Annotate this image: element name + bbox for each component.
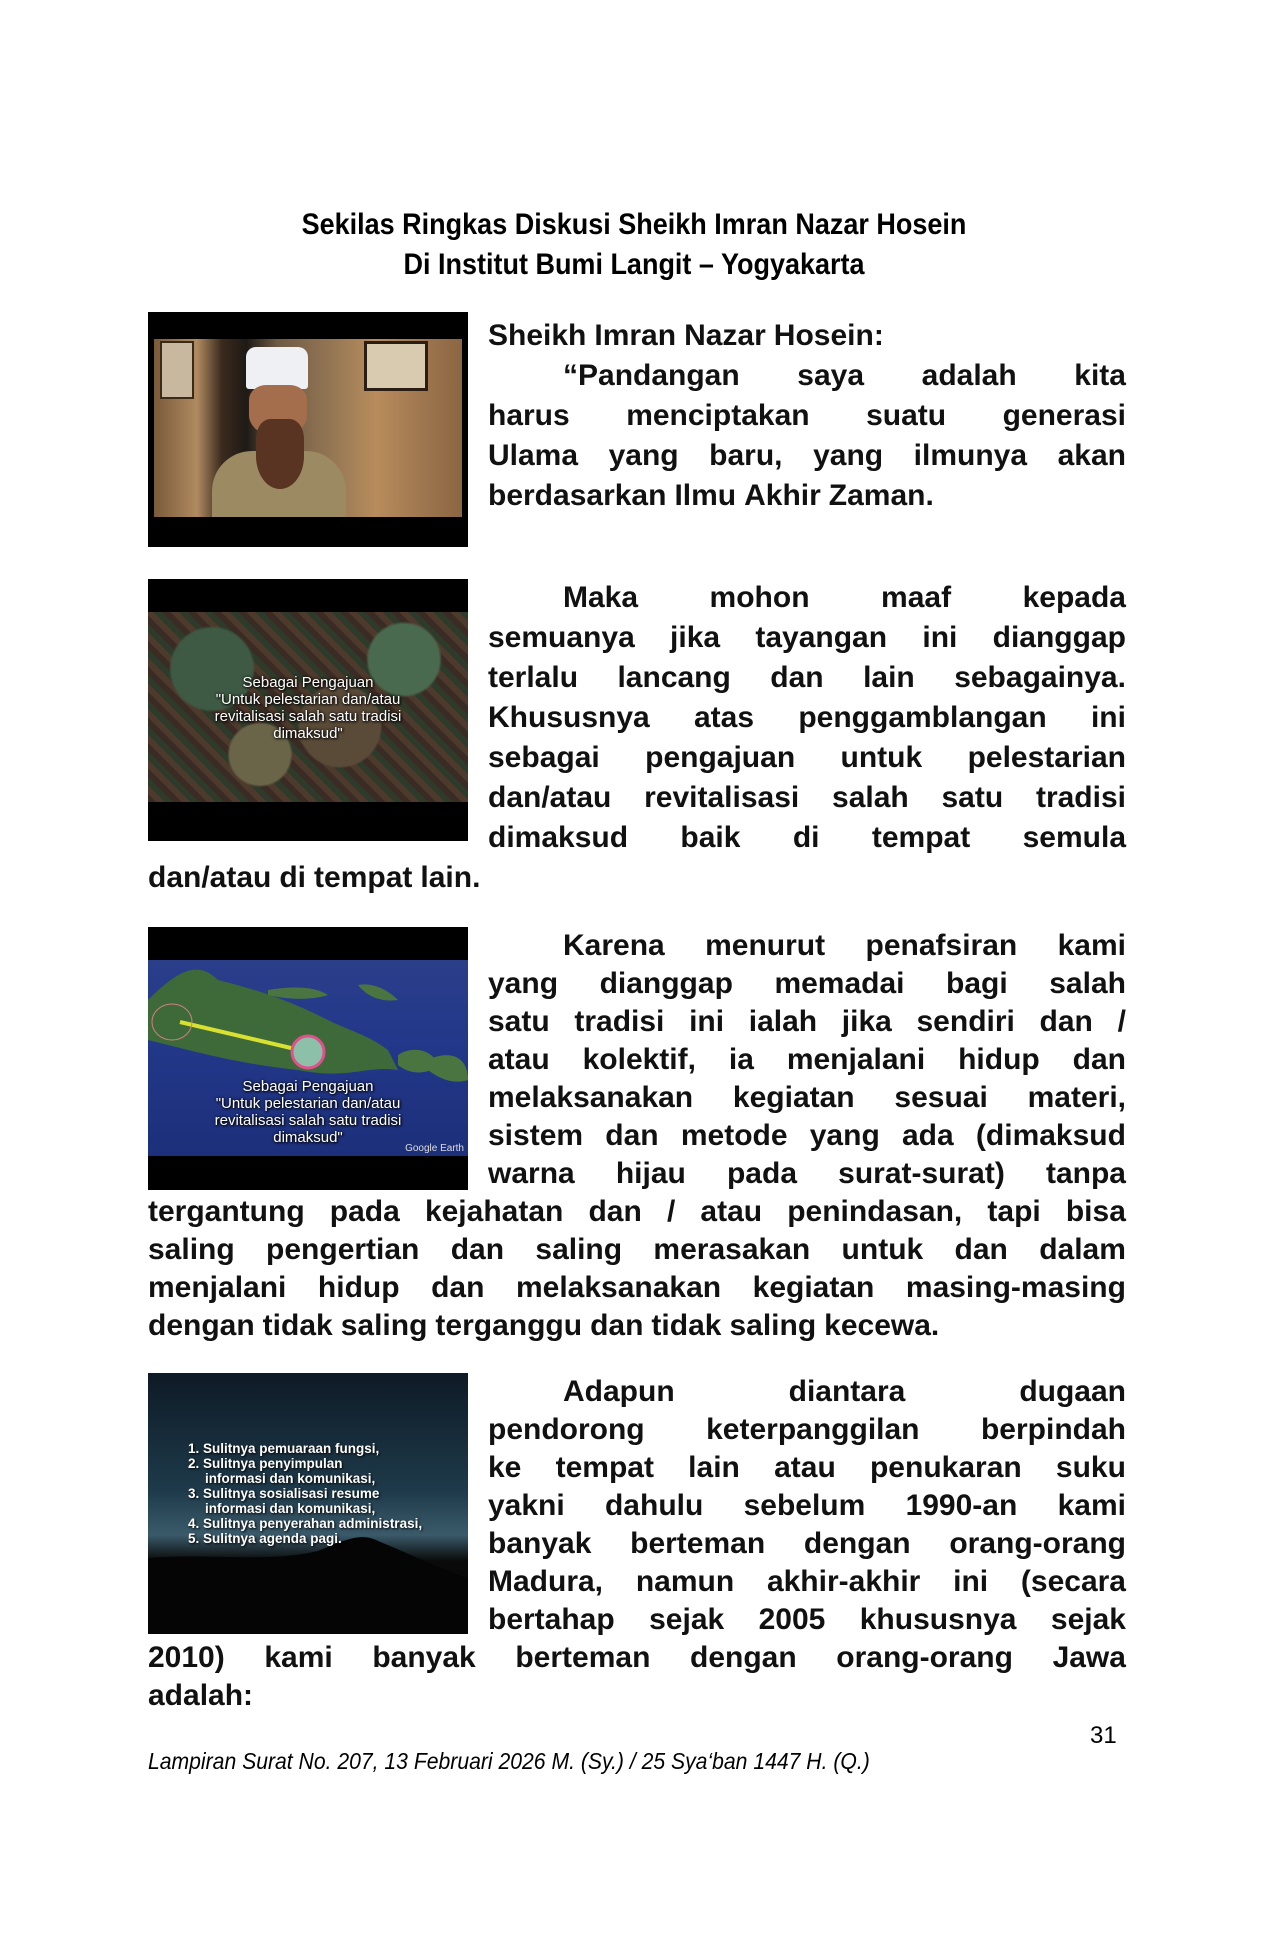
- word: dan: [588, 1195, 642, 1228]
- word: dan: [450, 1233, 505, 1266]
- word: untuk: [841, 1233, 924, 1266]
- word: yang: [809, 1119, 880, 1152]
- word: dianggap: [992, 621, 1126, 654]
- word: berteman: [515, 1641, 651, 1674]
- paragraph-3-line: [148, 1270, 1126, 1306]
- word: maaf: [881, 581, 952, 614]
- word: tidak: [651, 1309, 722, 1342]
- word: kami: [1057, 1489, 1126, 1522]
- paragraph-1-line: [563, 358, 1126, 394]
- word: generasi: [1002, 399, 1126, 432]
- word: satu: [941, 781, 1004, 814]
- paragraph-3-line: [488, 1042, 1126, 1078]
- word: saya: [797, 359, 865, 392]
- paragraph-4-line: [488, 1526, 1126, 1562]
- word: bagi: [946, 967, 1008, 1000]
- word: yakni: [488, 1489, 565, 1522]
- paragraph-4-line: [488, 1488, 1126, 1524]
- word: suku: [1055, 1451, 1126, 1484]
- word: terlalu: [488, 661, 579, 694]
- word: dengan: [803, 1527, 911, 1560]
- word: ia: [728, 1043, 754, 1076]
- aerial-caption-line-2: "Untuk pelestarian dan/atau: [215, 691, 401, 708]
- word: hidup: [317, 1271, 400, 1304]
- paragraph-2-line: [488, 740, 1126, 776]
- list-item: 2. Sulitnya penyimpulan: [188, 1456, 343, 1471]
- word: tidak: [262, 1309, 333, 1342]
- word: saling: [148, 1233, 235, 1266]
- word: sendiri: [916, 1005, 1015, 1038]
- word: berpindah: [980, 1413, 1126, 1446]
- difficulties-list: [188, 1441, 422, 1546]
- word: ilmunya: [913, 439, 1028, 472]
- word: bisa: [1065, 1195, 1126, 1228]
- word: merasakan: [653, 1233, 811, 1266]
- word: baik: [680, 821, 741, 854]
- paragraph-4-line: [488, 1412, 1126, 1448]
- word: sebelum: [743, 1489, 866, 1522]
- word: Nazar: [684, 319, 766, 352]
- paragraph-3-line: [148, 1194, 1126, 1230]
- word: hidup: [958, 1043, 1040, 1076]
- word: menjalani: [148, 1271, 287, 1304]
- word: dengan: [690, 1641, 797, 1674]
- wall-frame-left: [160, 341, 194, 399]
- word: terganggu: [435, 1309, 583, 1342]
- word: ini: [953, 1565, 989, 1598]
- word: kecewa.: [824, 1309, 940, 1342]
- word: tayangan: [755, 621, 888, 654]
- word: tradisi: [1035, 781, 1126, 814]
- paragraph-3-line: [488, 1004, 1126, 1040]
- word: atau: [488, 1043, 550, 1076]
- word: keterpanggilan: [706, 1413, 920, 1446]
- paragraph-2-line: [563, 580, 1126, 616]
- word: hijau: [615, 1157, 686, 1190]
- paragraph-2-line: [148, 860, 528, 896]
- list-item: 1. Sulitnya pemuaraan fungsi,: [188, 1441, 380, 1456]
- word: akhir-akhir: [766, 1565, 921, 1598]
- word: dan: [605, 1119, 659, 1152]
- word: (dimaksud: [975, 1119, 1126, 1152]
- word: menurut: [705, 929, 826, 962]
- word: kami: [264, 1641, 333, 1674]
- word: sejak: [1050, 1603, 1126, 1636]
- paragraph-1-line: [488, 398, 1126, 434]
- aerial-village-image: [148, 579, 468, 841]
- paragraph-2-line: [488, 700, 1126, 736]
- word: Adapun: [563, 1375, 675, 1408]
- word: dianggap: [599, 967, 733, 1000]
- aerial-caption-line-3: revitalisasi salah satu tradisi: [214, 708, 402, 725]
- sheikh-portrait-image: [148, 312, 468, 547]
- word: kita: [1074, 359, 1126, 392]
- word: /: [666, 1195, 676, 1228]
- word: adalah:: [148, 1679, 254, 1712]
- paragraph-1-line: [488, 318, 932, 354]
- paragraph-3-line: [148, 1308, 1048, 1344]
- word: penukaran: [869, 1451, 1022, 1484]
- word: mohon: [709, 581, 810, 614]
- word: tanpa: [1045, 1157, 1126, 1190]
- word: Ulama: [488, 439, 579, 472]
- word: penafsiran: [865, 929, 1018, 962]
- word: 2010): [148, 1641, 225, 1674]
- word: kepada: [1022, 581, 1126, 614]
- word: banyak: [372, 1641, 476, 1674]
- madura-island: [268, 988, 328, 999]
- word: dan/atau: [148, 861, 272, 894]
- wall-frame-right: [364, 341, 428, 391]
- word: sebagai: [488, 741, 600, 774]
- word: melaksanakan: [515, 1271, 722, 1304]
- word: lain: [863, 661, 915, 694]
- word: Ilmu: [674, 479, 737, 512]
- small-island: [358, 984, 398, 1000]
- word: Akhir: [744, 479, 821, 512]
- map-caption-line-3: revitalisasi salah satu tradisi: [214, 1112, 402, 1129]
- word: sesuai: [894, 1081, 988, 1114]
- word: satu: [488, 1005, 550, 1038]
- word: pada: [726, 1157, 798, 1190]
- paragraph-3-line: [488, 1156, 1126, 1192]
- word: penindasan,: [787, 1195, 963, 1228]
- word: khususnya: [859, 1603, 1017, 1636]
- list-item: informasi dan komunikasi,: [205, 1471, 376, 1486]
- kufi-cap: [246, 347, 308, 389]
- word: tempat: [555, 1451, 654, 1484]
- word: revitalisasi: [644, 781, 800, 814]
- word: menjalani: [786, 1043, 926, 1076]
- word: saling: [340, 1309, 428, 1342]
- word: atau: [700, 1195, 763, 1228]
- paragraph-3-line: [563, 928, 1126, 964]
- word: memadai: [774, 967, 905, 1000]
- word: pelestarian: [967, 741, 1126, 774]
- word: dalam: [1039, 1233, 1126, 1266]
- word: penggamblangan: [798, 701, 1047, 734]
- word: semula: [1022, 821, 1126, 854]
- paragraph-2-line: [488, 660, 1126, 696]
- word: dengan: [148, 1309, 255, 1342]
- word: berdasarkan: [488, 479, 667, 512]
- word: 1990-an: [905, 1489, 1018, 1522]
- word: ini: [922, 621, 958, 654]
- word: lain: [688, 1451, 740, 1484]
- word: dahulu: [604, 1489, 704, 1522]
- word: berteman: [630, 1527, 766, 1560]
- aerial-caption-line-1: Sebagai Pengajuan: [242, 674, 374, 691]
- word: sejak: [649, 1603, 725, 1636]
- word: Maka: [563, 581, 639, 614]
- word: akan: [1057, 439, 1126, 472]
- paragraph-2-line: [488, 780, 1126, 816]
- paragraph-1-line: [488, 438, 1126, 474]
- word: warna: [488, 1157, 575, 1190]
- word: dan: [1072, 1043, 1126, 1076]
- word: Madura,: [488, 1565, 604, 1598]
- word: untuk: [840, 741, 923, 774]
- word: dimaksud: [488, 821, 629, 854]
- word: jika: [841, 1005, 892, 1038]
- word: harus: [488, 399, 570, 432]
- list-item: 5. Sulitnya agenda pagi.: [188, 1531, 342, 1546]
- word: menciptakan: [626, 399, 810, 432]
- google-earth-watermark: Google Earth: [405, 1143, 464, 1154]
- footer-reference: Lampiran Surat No. 207, 13 Februari 2026 M. (Sy.) / 25 Sya‘ban 1447 H. (Q.): [148, 1748, 870, 1774]
- word: 2005: [758, 1603, 826, 1636]
- word: dugaan: [1019, 1375, 1126, 1408]
- paragraph-3-line: [488, 1118, 1126, 1154]
- paragraph-2-line: [488, 620, 1126, 656]
- word: pendorong: [488, 1413, 645, 1446]
- night-sky-image: [148, 1373, 468, 1634]
- word: ialah: [748, 1005, 818, 1038]
- word: orang-orang: [949, 1527, 1126, 1560]
- word: kolektif,: [582, 1043, 696, 1076]
- word: saling: [729, 1309, 817, 1342]
- paragraph-4-line: [563, 1374, 1126, 1410]
- list-item: informasi dan komunikasi,: [205, 1501, 376, 1516]
- map-caption-line-2: "Untuk pelestarian dan/atau: [215, 1095, 401, 1112]
- word: Karena: [563, 929, 665, 962]
- word: namun: [635, 1565, 735, 1598]
- paragraph-4-line: [488, 1450, 1126, 1486]
- word: lancang: [617, 661, 731, 694]
- word: saling: [535, 1233, 623, 1266]
- word: Khususnya: [488, 701, 650, 734]
- word: di: [279, 861, 307, 894]
- word: dan: [590, 1309, 644, 1342]
- word: baru,: [709, 439, 783, 472]
- word: semuanya: [488, 621, 635, 654]
- word: atau: [774, 1451, 836, 1484]
- word: atas: [694, 701, 755, 734]
- word: salah: [832, 781, 909, 814]
- word: adalah: [921, 359, 1017, 392]
- paragraph-4-line: [148, 1678, 348, 1714]
- map-caption-line-1: Sebagai Pengajuan: [242, 1078, 374, 1095]
- word: surat-surat): [838, 1157, 1005, 1190]
- word: yang: [813, 439, 884, 472]
- word: kejahatan: [424, 1195, 564, 1228]
- word: Sheikh: [488, 319, 587, 352]
- word: metode: [680, 1119, 788, 1152]
- paragraph-4-line: [488, 1564, 1126, 1600]
- paragraph-3-line: [488, 966, 1126, 1002]
- word: “Pandangan: [563, 359, 740, 392]
- paragraph-1-line: [488, 478, 988, 514]
- word: melaksanakan: [488, 1081, 694, 1114]
- word: bertahap: [488, 1603, 615, 1636]
- word: tempat: [871, 821, 971, 854]
- word: (secara: [1020, 1565, 1126, 1598]
- page-number: 31: [1090, 1722, 1117, 1749]
- word: dan: [431, 1271, 485, 1304]
- word: sistem: [488, 1119, 584, 1152]
- destination-marker: [292, 1036, 324, 1068]
- paragraph-3-line: [148, 1232, 1126, 1268]
- word: Imran: [594, 319, 677, 352]
- word: pada: [329, 1195, 400, 1228]
- word: yang: [608, 439, 679, 472]
- word: ini: [689, 1005, 725, 1038]
- word: Zaman.: [828, 479, 934, 512]
- word: tapi: [987, 1195, 1041, 1228]
- word: banyak: [488, 1527, 592, 1560]
- paragraph-4-line: [148, 1640, 1126, 1676]
- word: masing-masing: [905, 1271, 1126, 1304]
- word: dan: [1039, 1005, 1093, 1038]
- word: Hosein:: [773, 319, 884, 352]
- paragraph-2-line: [488, 820, 1126, 856]
- word: diantara: [788, 1375, 906, 1408]
- word: yang: [488, 967, 559, 1000]
- word: tempat: [314, 861, 413, 894]
- list-item: 4. Sulitnya penyerahan administrasi,: [188, 1516, 423, 1531]
- list-item: 3. Sulitnya sosialisasi resume: [188, 1486, 380, 1501]
- word: kami: [1057, 929, 1126, 962]
- word: jika: [670, 621, 721, 654]
- word: tergantung: [148, 1195, 305, 1228]
- word: dan: [954, 1233, 1008, 1266]
- word: pengajuan: [645, 741, 796, 774]
- page-title-line-2: Di Institut Bumi Langit – Yogyakarta: [403, 248, 865, 281]
- map-caption-line-4: dimaksud": [273, 1129, 343, 1146]
- word: dan: [770, 661, 824, 694]
- word: Jawa: [1052, 1641, 1126, 1674]
- word: ada: [902, 1119, 954, 1152]
- word: tradisi: [574, 1005, 665, 1038]
- paragraph-4-line: [488, 1602, 1126, 1638]
- paragraph-3-line: [488, 1080, 1126, 1116]
- word: dan/atau: [488, 781, 612, 814]
- word: lain.: [420, 861, 481, 894]
- word: orang-orang: [836, 1641, 1013, 1674]
- word: /: [1117, 1005, 1126, 1038]
- java-map-image: [148, 927, 468, 1190]
- word: kegiatan: [752, 1271, 875, 1304]
- word: ke: [488, 1451, 522, 1484]
- word: suatu: [866, 399, 947, 432]
- word: pengertian: [266, 1233, 420, 1266]
- word: sebagainya.: [954, 661, 1126, 694]
- word: ini: [1090, 701, 1126, 734]
- word: materi,: [1027, 1081, 1126, 1114]
- word: salah: [1049, 967, 1126, 1000]
- word: di: [792, 821, 820, 854]
- aerial-caption-line-4: dimaksud": [273, 725, 343, 742]
- page-title-line-1: Sekilas Ringkas Diskusi Sheikh Imran Nazar Hosein: [301, 208, 967, 241]
- word: kegiatan: [732, 1081, 855, 1114]
